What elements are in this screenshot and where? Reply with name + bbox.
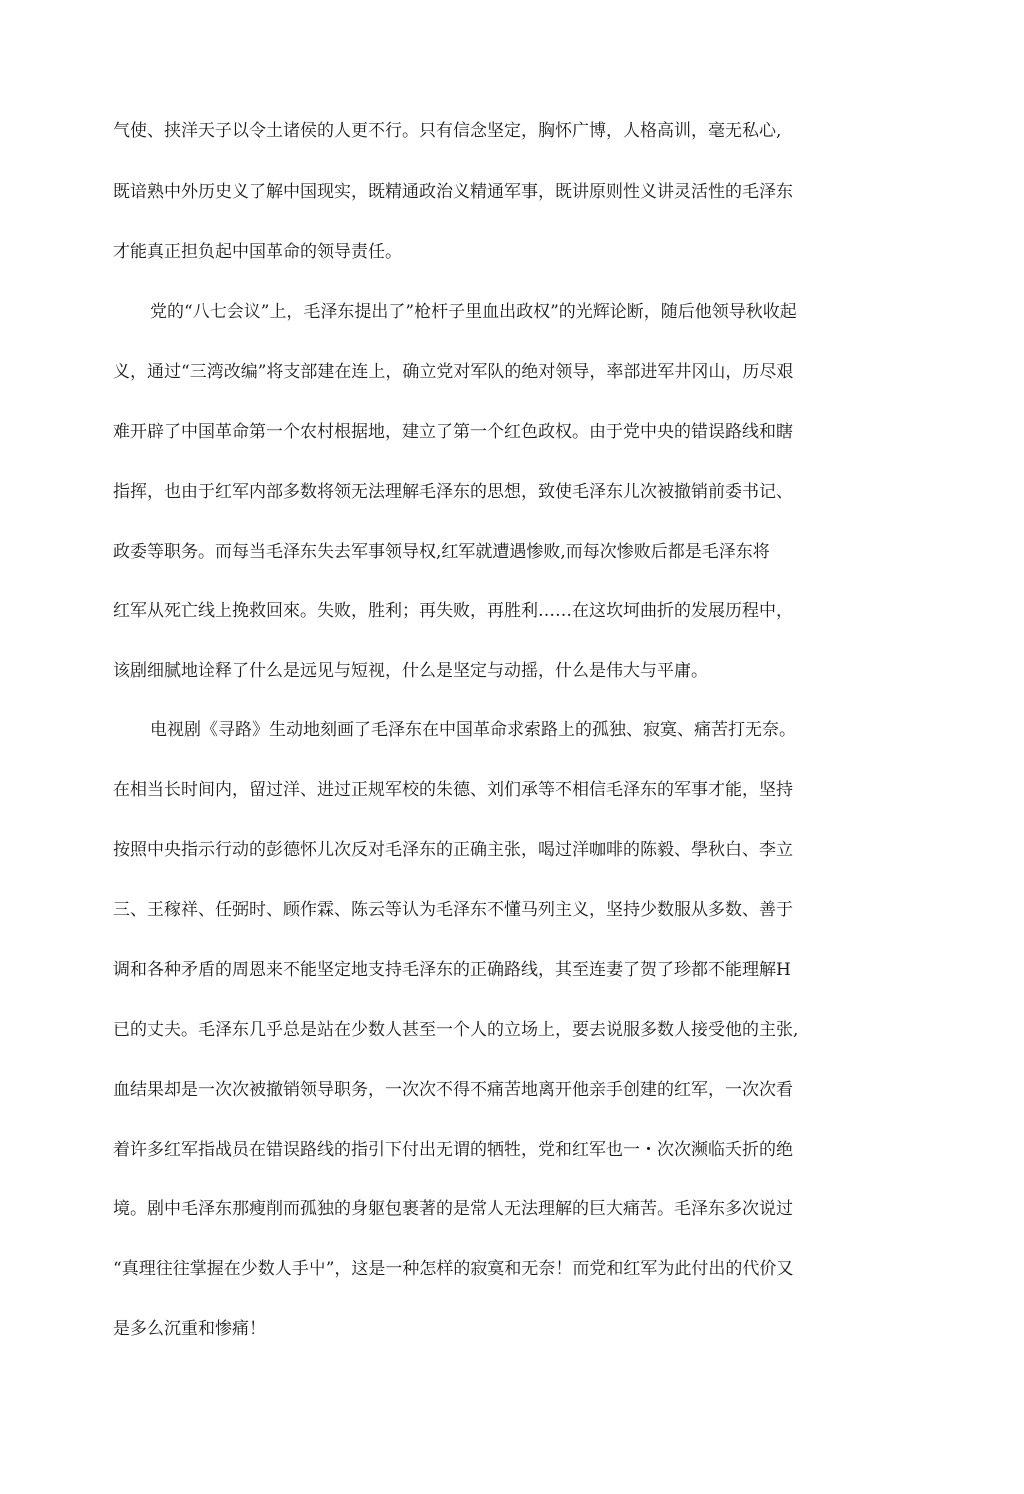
paragraph-start-line: 党的“八七会议”上，毛泽东提出了”枪杆子里血出政权”的光辉论断，随后他领导秋收起 (150, 302, 797, 322)
text-line: 义，通过“三湾改编”将支部建在连上，确立党对军队的绝对领导，率部进军井冈山，历尽艰 (113, 362, 794, 382)
text-line: 气使、挟洋天子以令土诸侯的人更不行。只有信念坚定，胸怀广博，人格高训，毫无私心, (113, 121, 782, 141)
text-line: 调和各种矛盾的周恩来不能坚定地支持毛泽东的正确路线，其至连妻了贺了珍都不能理解H (113, 960, 791, 980)
paragraph-start-line: 电视剧《寻路》生动地刻画了毛泽东在中国革命求索路上的孤独、寂寞、痛苦打无奈。 (150, 720, 796, 740)
text-line: 政委等职务。而每当毛泽东失去军事领导权,红军就遭遇惨败,而每次惨败后都是毛泽东将 (113, 542, 770, 562)
text-line: 既谙熟中外历史义了解中国现实，既精通政治义精通军事，既讲原则性义讲灵活性的毛泽东 (113, 182, 793, 202)
text-line: 红军从死亡线上挽救回來。失败，胜利；再失败，再胜利……在这坎坷曲折的发展历程中， (113, 601, 793, 621)
text-line: 是多么沉重和惨痛！ (113, 1319, 266, 1339)
text-line: 三、王稼祥、任弼时、顾作霖、陈云等认为毛泽东不懂马列主义，坚持少数服从多数、善于 (113, 900, 793, 920)
text-line: 着许多红军指战员在错误路线的指引下付出无谓的牺牲，党和红军也一・次次濒临夭折的绝 (113, 1140, 793, 1160)
text-line: 指挥，也由于红军内部多数将领无法理解毛泽东的思想，致使毛泽东儿次被撤销前委书记、 (113, 482, 793, 502)
text-line: 境。剧中毛泽东那瘦削而孤独的身躯包裹著的是常人无法理解的巨大痛苦。毛泽东多次说过 (113, 1199, 793, 1219)
text-line: 按照中央指示行动的彭德怀儿次反对毛泽东的正确主张，喝过洋咖啡的陈毅、學秋白、李立 (113, 840, 793, 860)
text-line: 在相当长时间内，留过洋、进过正规军校的朱德、刘们承等不相信毛泽东的军事才能，坚持 (113, 780, 793, 800)
text-line: 已的丈夫。毛泽东几乎总是站在少数人甚至一个人的立场上，要去说服多数人接受他的主张, (113, 1020, 799, 1040)
text-line: 才能真正担负起中国革命的领导责任。 (113, 242, 402, 262)
text-line: 血结果却是一次次被撤销领导职务，一次次不得不痛苦地离开他亲手创建的红军，一次次看 (113, 1080, 793, 1100)
text-line: 该剧细腻地诠释了什么是远见与短视，什么是坚定与动摇，什么是伟大与平庸。 (113, 661, 708, 681)
text-line: 难开辟了中国革命第一个农村根据地，建立了第一个红色政权。由于党中央的错误路线和瞎 (113, 422, 793, 442)
text-line: “真理往往掌握在少数人手屮”，这是一种怎样的寂寞和无奈！而党和红军为此付出的代价又 (113, 1259, 794, 1279)
